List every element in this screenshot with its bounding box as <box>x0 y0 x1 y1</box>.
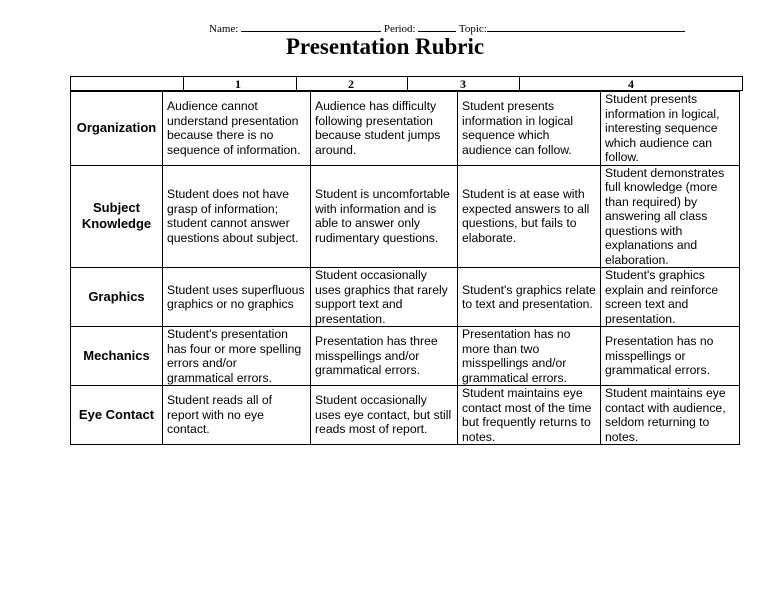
table-row <box>71 386 740 445</box>
rubric-cell: Student's presentation has four or more spelling errors and/or grammatical errors. <box>163 327 311 386</box>
name-blank <box>241 21 381 32</box>
header-fields <box>209 21 685 35</box>
criterion-cell: Graphics <box>71 268 163 327</box>
rubric-cell: Presentation has three misspellings and/or grammatical errors. <box>311 327 458 386</box>
rubric-cell: Student reads all of report with no eye contact. <box>163 386 311 445</box>
score-divider <box>519 77 520 90</box>
rubric-cell: Student does not have grasp of information; student cannot answer questions about subject. <box>163 165 311 268</box>
rubric-cell: Student presents information in logical, interesting sequence which audience can follow. <box>601 92 740 166</box>
score-label: 3 <box>460 77 466 91</box>
score-divider <box>296 77 297 90</box>
rubric-cell: Student occasionally uses graphics that rarely support text and presentation. <box>311 268 458 327</box>
rubric-cell: Student maintains eye contact most of the time but frequently returns to notes. <box>458 386 601 445</box>
rubric-cell: Audience has difficulty following presentation because student jumps around. <box>311 92 458 166</box>
score-label: 4 <box>628 77 634 91</box>
page-title: Presentation Rubric <box>285 34 485 59</box>
rubric-table <box>70 91 740 445</box>
criterion-cell: Mechanics <box>71 327 163 386</box>
score-label: 2 <box>348 77 354 91</box>
rubric-cell: Student maintains eye contact with audience, seldom returning to notes. <box>601 386 740 445</box>
table-row <box>71 165 740 268</box>
score-label: 1 <box>235 77 241 91</box>
rubric-cell: Student uses superfluous graphics or no graphics <box>163 268 311 327</box>
period-label: Period: <box>383 23 416 35</box>
score-header-row <box>70 76 743 91</box>
criterion-cell: Eye Contact <box>71 386 163 445</box>
rubric-cell: Presentation has no more than two misspellings and/or grammatical errors. <box>458 327 601 386</box>
rubric-cell: Student is uncomfortable with information and is able to answer only rudimentary questions. <box>311 165 458 268</box>
rubric-cell: Student demonstrates full knowledge (more than required) by answering all class questions with explanations and elaboration. <box>601 165 740 268</box>
name-label: Name: <box>209 23 239 35</box>
criterion-cell: Subject Knowledge <box>71 165 163 268</box>
rubric-cell: Student is at ease with expected answers to all questions, but fails to elaborate. <box>458 165 601 268</box>
period-blank <box>418 21 456 32</box>
rubric-cell: Student occasionally uses eye contact, but still reads most of report. <box>311 386 458 445</box>
table-row <box>71 92 740 166</box>
rubric-cell: Student's graphics explain and reinforce screen text and presentation. <box>601 268 740 327</box>
rubric-cell: Student's graphics relate to text and presentation. <box>458 268 601 327</box>
rubric-cell: Presentation has no misspellings or grammatical errors. <box>601 327 740 386</box>
score-divider <box>407 77 408 90</box>
score-divider <box>183 77 184 90</box>
criterion-cell: Organization <box>71 92 163 166</box>
table-row <box>71 268 740 327</box>
topic-blank <box>487 21 685 32</box>
rubric-cell: Audience cannot understand presentation because there is no sequence of information. <box>163 92 311 166</box>
rubric-cell: Student presents information in logical sequence which audience can follow. <box>458 92 601 166</box>
topic-label: Topic: <box>458 23 487 35</box>
table-row <box>71 327 740 386</box>
